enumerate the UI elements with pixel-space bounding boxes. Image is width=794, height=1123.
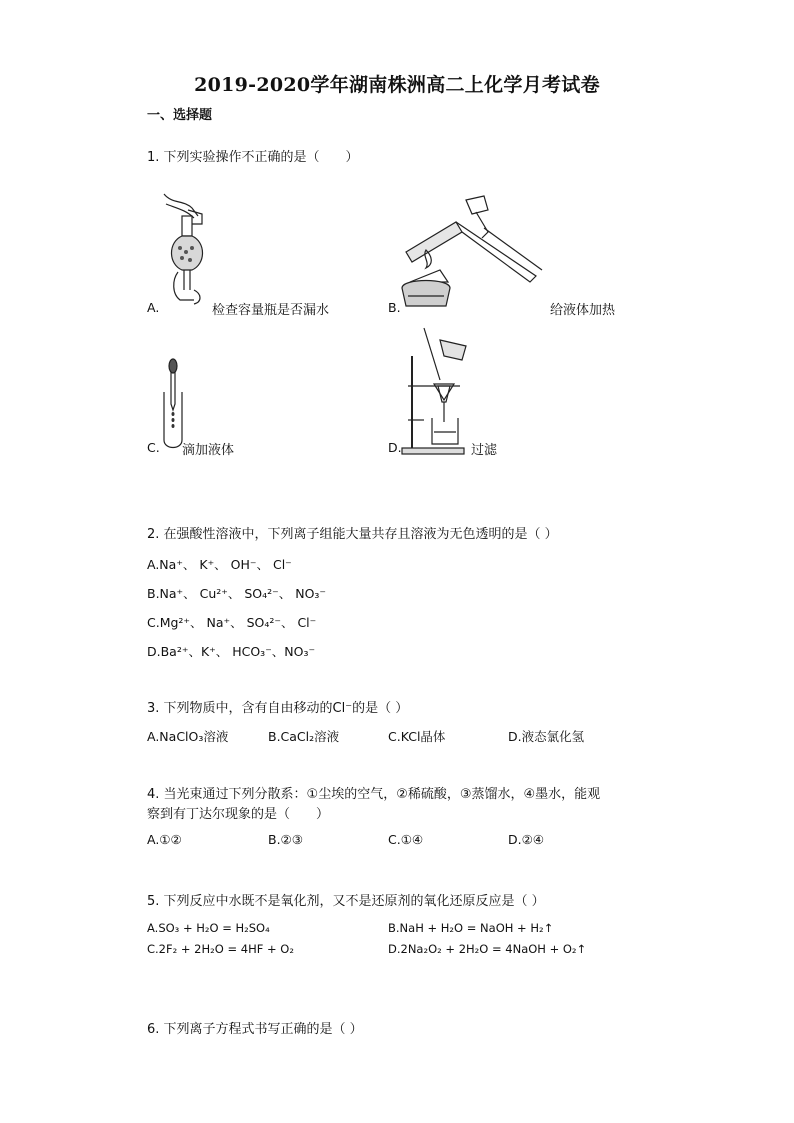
q4-option-a: A.①② bbox=[147, 832, 182, 847]
q1-option-a-letter: A. bbox=[147, 300, 160, 315]
q2-option-c: C.Mg²⁺、 Na⁺、 SO₄²⁻、 Cl⁻ bbox=[147, 615, 317, 630]
q1-option-c-label: 滴加液体 bbox=[182, 443, 235, 458]
q4-option-d: D.②④ bbox=[508, 832, 545, 847]
q3-option-b: B.CaCl₂溶液 bbox=[268, 729, 340, 744]
q2-option-d: D.Ba²⁺、K⁺、 HCO₃⁻、NO₃⁻ bbox=[147, 644, 316, 659]
volumetric-flask-figure bbox=[158, 190, 208, 312]
q1-option-d-label: 过滤 bbox=[471, 443, 498, 458]
filtration-setup-figure bbox=[400, 326, 472, 456]
page-title: 2019-2020学年湖南株洲高二上化学月考试卷 bbox=[194, 74, 600, 96]
question-4-stem-line1: 4. 当光束通过下列分散系：①尘埃的空气，②稀硫酸，③蒸馏水，④墨水，能观 bbox=[147, 787, 601, 802]
q1-option-d-letter: D. bbox=[388, 440, 402, 455]
q1-option-c-letter: C. bbox=[147, 440, 160, 455]
q4-option-b: B.②③ bbox=[268, 832, 303, 847]
question-4-stem-line2: 察到有丁达尔现象的是（ ） bbox=[147, 807, 330, 822]
q3-option-c: C.KCl晶体 bbox=[388, 729, 446, 744]
q5-option-b: B.NaH + H₂O = NaOH + H₂↑ bbox=[388, 921, 554, 935]
q2-option-a: A.Na⁺、 K⁺、 OH⁻、 Cl⁻ bbox=[147, 557, 292, 572]
question-3-stem: 3. 下列物质中，含有自由移动的Cl⁻的是（ ） bbox=[147, 701, 409, 716]
q2-option-b: B.Na⁺、 Cu²⁺、 SO₄²⁻、 NO₃⁻ bbox=[147, 586, 327, 601]
question-5-stem: 5. 下列反应中水既不是氧化剂，又不是还原剂的氧化还原反应是（ ） bbox=[147, 894, 545, 909]
question-1-stem: 1. 下列实验操作不正确的是（ ） bbox=[147, 150, 359, 165]
q1-option-a-label: 检查容量瓶是否漏水 bbox=[212, 303, 330, 318]
q1-option-b-letter: B. bbox=[388, 300, 401, 315]
alcohol-lamp-heating-figure bbox=[396, 192, 546, 314]
q3-option-d: D.液态氯化氢 bbox=[508, 729, 585, 744]
q1-option-b-label: 给液体加热 bbox=[550, 303, 616, 318]
dropper-test-tube-figure bbox=[160, 358, 186, 450]
q3-option-a: A.NaClO₃溶液 bbox=[147, 729, 229, 744]
question-2-stem: 2. 在强酸性溶液中，下列离子组能大量共存且溶液为无色透明的是（ ） bbox=[147, 527, 558, 542]
q5-option-d: D.2Na₂O₂ + 2H₂O = 4NaOH + O₂↑ bbox=[388, 942, 587, 956]
q4-option-c: C.①④ bbox=[388, 832, 424, 847]
q5-option-a: A.SO₃ + H₂O = H₂SO₄ bbox=[147, 921, 270, 935]
section-heading: 一、选择题 bbox=[147, 108, 213, 123]
question-6-stem: 6. 下列离子方程式书写正确的是（ ） bbox=[147, 1022, 363, 1037]
q5-option-c: C.2F₂ + 2H₂O = 4HF + O₂ bbox=[147, 942, 294, 956]
